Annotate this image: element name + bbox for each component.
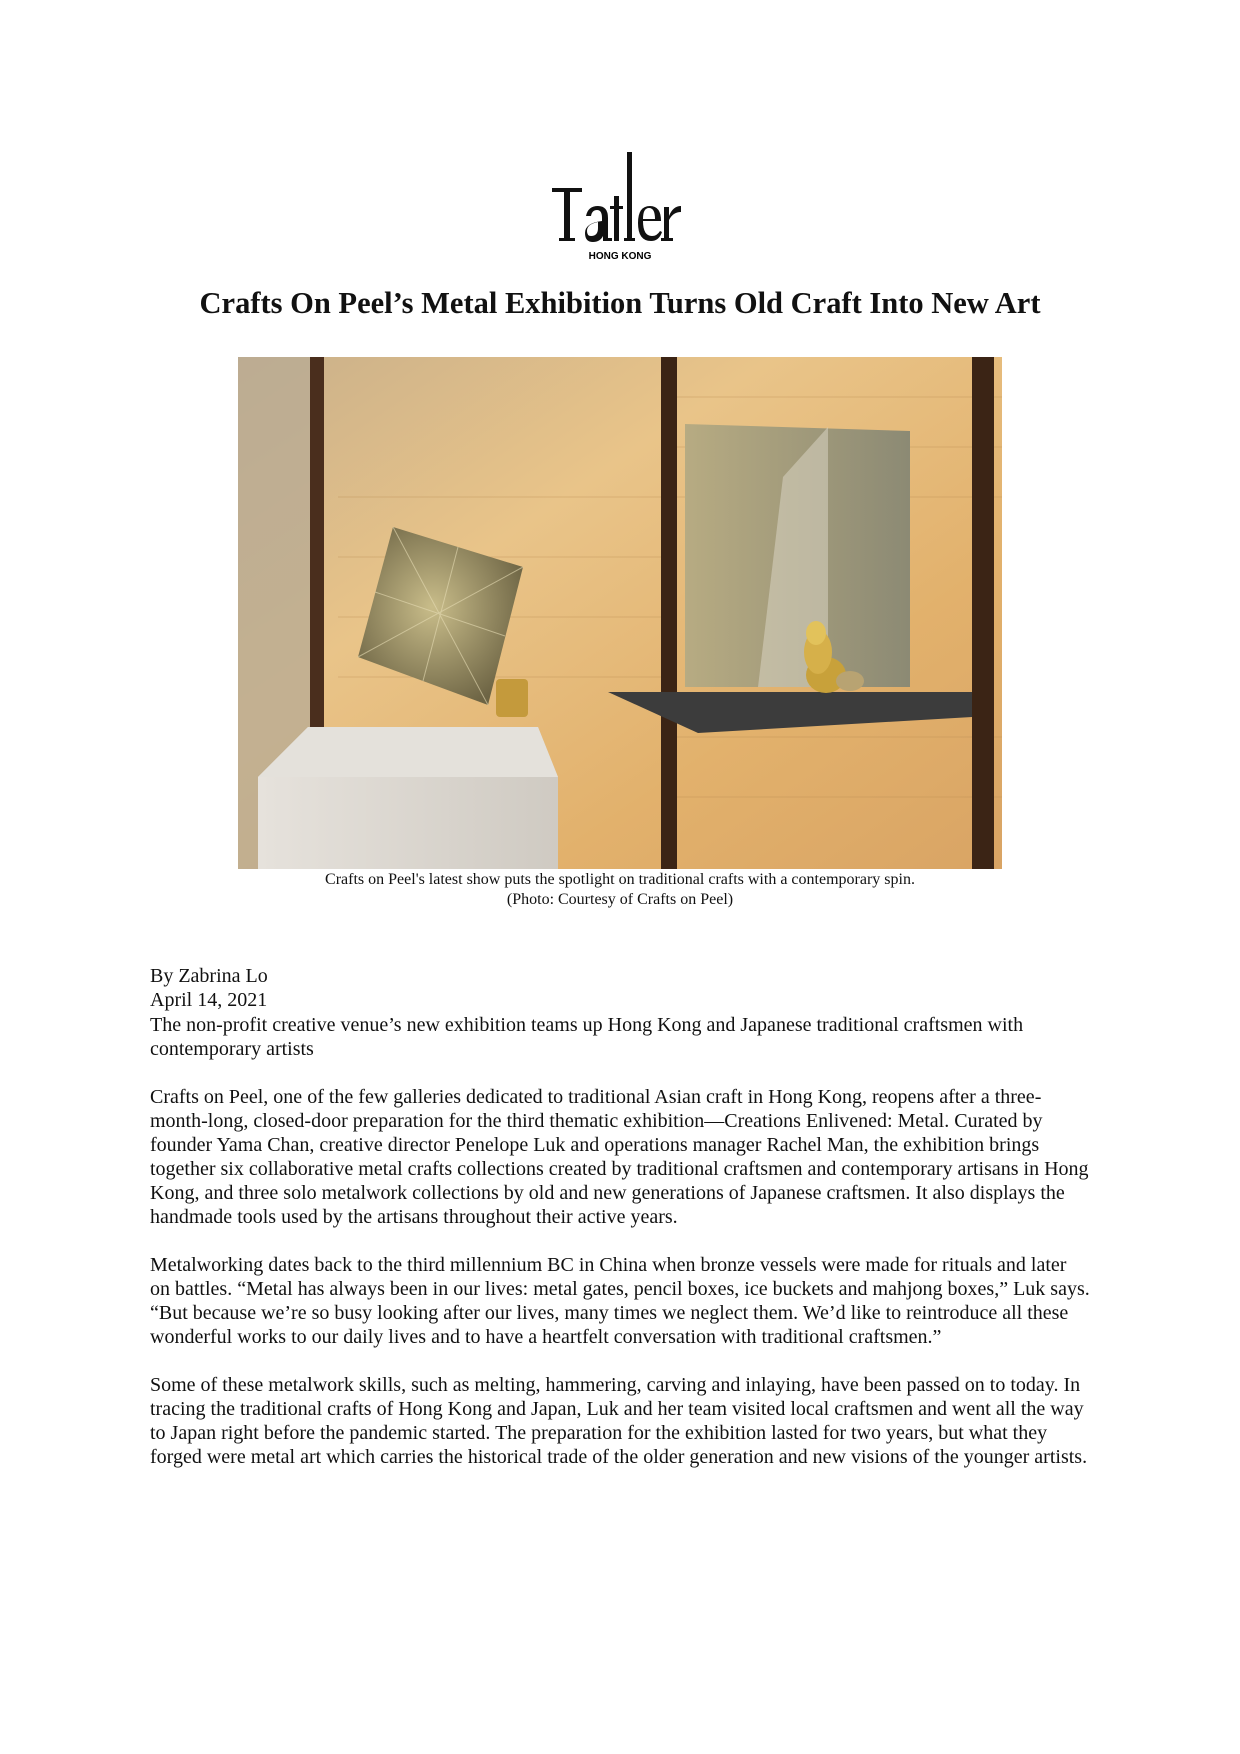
paragraph: Metalworking dates back to the third millennium BC in China when bronze vessels were made for rituals and later on battles. “Metal has always been in our lives: metal gates, pencil boxes, ice buckets and mahjong boxes,” Luk says. “But because we’re so busy looking after our lives, many times we neglect them. We’d like to reintroduce all these wonderful works to our daily lives and to have a heartfelt conversation with traditional craftsmen.” [150, 1254, 1090, 1348]
paragraph: The non-profit creative venue’s new exhibition teams up Hong Kong and Japanese traditional craftsmen with contemporary artists [150, 1014, 1024, 1060]
masthead [0, 146, 1240, 266]
exhibition-photo [238, 357, 1002, 869]
paragraph: Crafts on Peel, one of the few galleries dedicated to traditional Asian craft in Hong Kong, reopens after a three-month-long, closed-door preparation for the third thematic exhibition—Creations Enlivened: Metal. Curated by founder Yama Chan, creative director Penelope Luk and operations manager Rachel Man, the exhibition brings together six collaborative metal crafts collections created by traditional craftsmen and contemporary artisans in Hong Kong, and three solo metalwork collections by old and new generations of Japanese craftsmen. It also displays the handmade tools used by the artisans throughout their active years. [150, 1086, 1089, 1228]
tatler-logo [550, 146, 690, 266]
author: By Zabrina Lo [150, 965, 268, 987]
publish-date: April 14, 2021 [150, 989, 268, 1011]
caption-credit: (Photo: Courtesy of Crafts on Peel) [506, 891, 734, 908]
byline [150, 964, 268, 1012]
article-body [150, 1013, 1090, 1493]
logo-subtitle: HONG KONG [588, 251, 652, 262]
paragraph: Some of these metalwork skills, such as melting, hammering, carving and inlaying, have been passed on to today. In tracing the traditional crafts of Hong Kong and Japan, Luk and her team visited local craftsmen and went all the way to Japan right before the pandemic started. The preparation for the exhibition lasted for two years, but what they forged were metal art which carries the historical trade of the older generation and new visions of the younger artists. [150, 1374, 1088, 1468]
article-headline: Crafts On Peel’s Metal Exhibition Turns Old Craft Into New Art [199, 286, 1041, 320]
caption-text: Crafts on Peel's latest show puts the spotlight on traditional crafts with a contemporary spin. [325, 871, 915, 888]
photo-caption [0, 870, 1240, 910]
